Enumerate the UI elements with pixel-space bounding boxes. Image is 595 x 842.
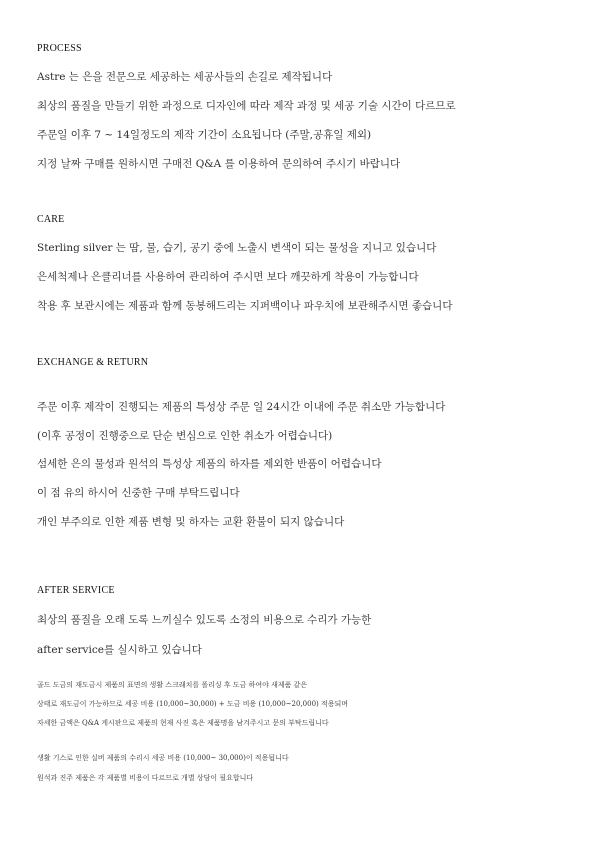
care-line: 은세척제나 은클리너를 사용하여 관리하여 주시면 보다 깨끗하게 착용이 가능합니다: [37, 271, 419, 283]
exchange-line: 주문 이후 제작이 진행되는 제품의 특성상 주문 일 24시간 이내에 주문 취소만 가능합니다: [37, 401, 446, 413]
process-line: 주문일 이후 7 ~ 14일정도의 제작 기간이 소요됩니다 (주말,공휴일 제외): [37, 129, 372, 141]
exchange-line: 개인 부주의로 인한 제품 변형 및 하자는 교환 환불이 되지 않습니다: [37, 516, 345, 528]
after-service-line: after service를 실시하고 있습니다: [37, 644, 202, 656]
process-line: Astre 는 은을 전문으로 세공하는 세공사들의 손길로 제작됩니다: [37, 71, 333, 83]
exchange-line: 섬세한 은의 물성과 원석의 특성상 제품의 하자를 제외한 반품이 어렵습니다: [37, 458, 382, 470]
exchange-line: 이 점 유의 하시어 신중한 구매 부탁드립니다: [37, 487, 240, 499]
process-heading: PROCESS: [37, 43, 82, 54]
after-service-note: 상태로 재도금이 가능하므로 세공 비용 (10,000~30,000) + 도금 비용 (10,000~20,000) 적용되며: [37, 700, 349, 708]
after-service-note: 자세한 금액은 Q&A 게시판으로 제품의 현재 사진 혹은 제품명을 남겨주시고 문의 부탁드립니다: [37, 719, 329, 727]
exchange-heading: EXCHANGE & RETURN: [37, 357, 149, 368]
after-service-note: 원석과 진주 제품은 각 제품별 비용이 다르므로 개별 상담이 필요합니다: [37, 774, 254, 782]
care-heading: CARE: [37, 214, 65, 225]
after-service-line: 최상의 품질을 오래 도록 느끼실수 있도록 소정의 비용으로 수리가 가능한: [37, 614, 372, 626]
after-service-note: 생활 기스로 인한 실버 제품의 수리시 세공 비용 (10,000~ 30,000)이 적용됩니다: [37, 754, 289, 762]
exchange-line: (이후 공정이 진행중으로 단순 변심으로 인한 취소가 어렵습니다): [37, 430, 333, 442]
after-service-note: 골드 도금의 재도금시 제품의 표면의 생활 스크래치를 폴리싱 후 도금 하여야 새제품 같은: [37, 681, 308, 689]
process-line: 최상의 품질을 만들기 위한 과정으로 디자인에 따라 제작 과정 및 세공 기술 시간이 다르므로: [37, 100, 456, 112]
after-service-heading: AFTER SERVICE: [37, 585, 115, 596]
care-line: 착용 후 보관시에는 제품과 함께 동봉해드리는 지퍼백이나 파우치에 보관해주시면 좋습니다: [37, 300, 453, 312]
care-line: Sterling silver 는 땀, 물, 습기, 공기 중에 노출시 변색이 되는 물성을 지니고 있습니다: [37, 242, 437, 254]
process-line: 지정 날짜 구매를 원하시면 구매전 Q&A 를 이용하여 문의하여 주시기 바랍니다: [37, 158, 401, 170]
